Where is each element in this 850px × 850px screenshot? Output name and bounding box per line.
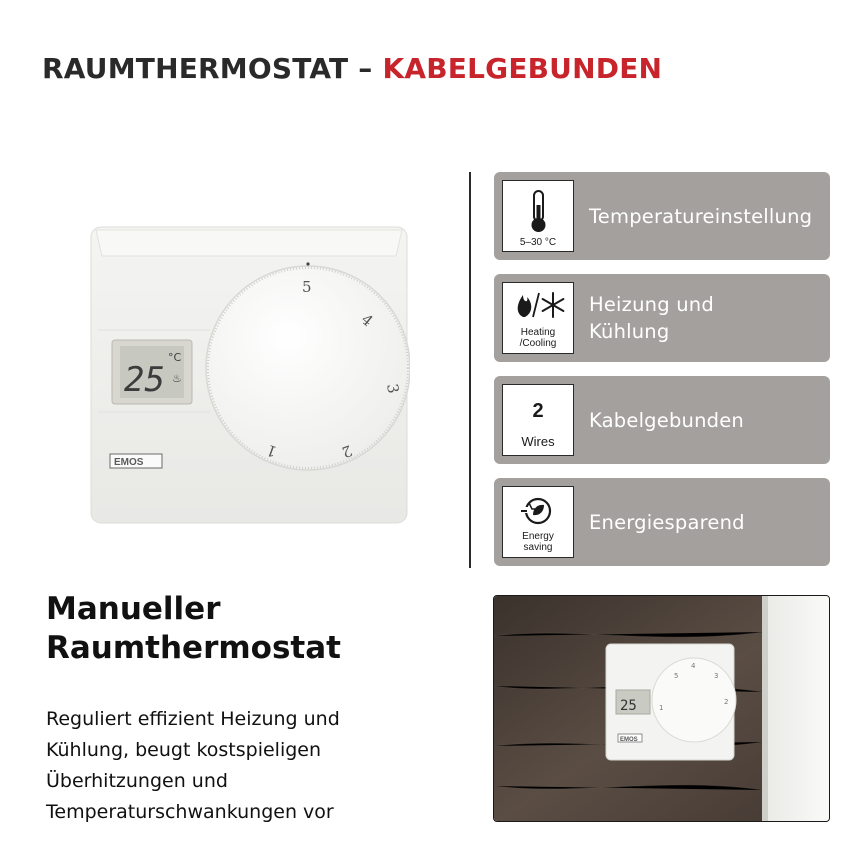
photo-dial-mark-4: 4 bbox=[691, 662, 696, 670]
icon-caption: Wires bbox=[521, 434, 555, 449]
description-line: Überhitzungen und bbox=[46, 770, 228, 792]
headline-accent: KABELGEBUNDEN bbox=[382, 52, 663, 85]
icon-caption-line2: saving bbox=[523, 542, 553, 553]
lcd-value: 25 bbox=[124, 360, 165, 400]
feature-energy-saving bbox=[494, 478, 830, 566]
description-line: Kühlung, beugt kostspieligen bbox=[46, 739, 322, 761]
photo-dial-mark-1: 1 bbox=[659, 704, 664, 712]
brand-logo: EMOS bbox=[114, 457, 144, 468]
icon-caption: 5–30 °C bbox=[519, 237, 557, 248]
feature-temperature bbox=[494, 172, 830, 260]
installation-photo bbox=[493, 595, 830, 822]
dial-mark-5: 5 bbox=[302, 278, 312, 296]
product-description bbox=[46, 704, 406, 828]
feature-icon-box bbox=[502, 282, 574, 354]
photo-dial-mark-5: 5 bbox=[674, 672, 679, 680]
feature-icon-box bbox=[502, 486, 574, 558]
description-line: Temperaturschwankungen vor bbox=[46, 801, 334, 823]
feature-icon-box bbox=[502, 180, 574, 252]
lcd-unit: °C bbox=[168, 351, 182, 364]
icon-caption-line1: Heating bbox=[520, 327, 556, 338]
dial-mark-3: 3 bbox=[383, 382, 403, 395]
lcd-flame-icon: ♨ bbox=[172, 372, 182, 385]
product-title-line2: Raumthermostat bbox=[46, 630, 341, 666]
dial-mark-1: 1 bbox=[264, 440, 280, 461]
feature-label bbox=[589, 274, 824, 362]
dial-mark-2: 2 bbox=[339, 441, 355, 462]
description-line: Reguliert effizient Heizung und bbox=[46, 708, 340, 730]
wires-count: 2 bbox=[532, 400, 544, 422]
feature-label-line1: Heizung und bbox=[589, 293, 714, 316]
feature-label: Energiesparend bbox=[589, 510, 745, 534]
photo-dial-mark-3: 3 bbox=[714, 672, 719, 680]
photo-lcd-value: 25 bbox=[620, 698, 637, 714]
feature-label: Kabelgebunden bbox=[589, 408, 744, 432]
page-headline bbox=[42, 52, 662, 85]
photo-dial-mark-2: 2 bbox=[724, 698, 729, 706]
product-title bbox=[46, 590, 386, 668]
product-title-line1: Manueller bbox=[46, 591, 221, 627]
photo-brand-logo: EMOS bbox=[620, 737, 638, 743]
icon-caption-line1: Energy bbox=[522, 531, 554, 542]
headline-main: RAUMTHERMOSTAT – bbox=[42, 52, 373, 85]
feature-label-line2: Kühlung bbox=[589, 320, 670, 343]
feature-wired bbox=[494, 376, 830, 464]
feature-heating-cooling bbox=[494, 274, 830, 362]
dial-mark-4: 4 bbox=[357, 310, 377, 331]
feature-label: Temperatureinstellung bbox=[589, 204, 813, 228]
thermostat-product-image bbox=[90, 226, 410, 524]
icon-caption-line2: /Cooling bbox=[519, 338, 557, 349]
wires-icon bbox=[502, 384, 574, 456]
vertical-divider bbox=[469, 172, 471, 568]
